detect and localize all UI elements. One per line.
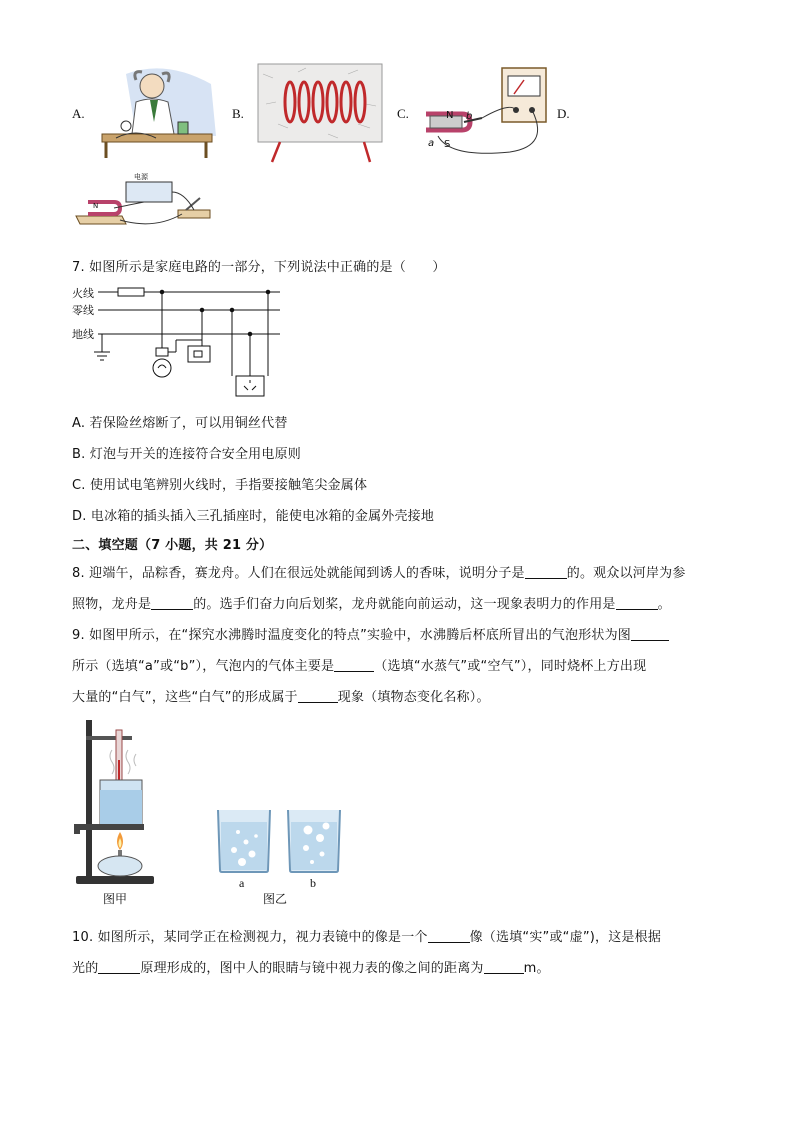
q9-text-2: 所示（选填“a”或“b”），气泡内的气体主要是 (72, 659, 335, 674)
q8-text-1: 8. 迎端午，品粽香，赛龙舟。人们在很远处就能闻到诱人的香味，说明分子是 (72, 566, 525, 581)
q10-text-4: 原理形成的，图中人的眼睛与镜中视力表的像之间的距离为 (140, 961, 484, 976)
q9-text-3: （选填“水蒸气”或“空气”），同时烧杯上方出现 (374, 659, 647, 674)
wire-ground-label: 地线 (72, 328, 94, 341)
wire-neutral-label: 零线 (72, 304, 94, 317)
option-a-label: A. (72, 106, 85, 121)
q8-text-5: 。 (657, 597, 671, 612)
q8-text-2: 的。观众以河岸为参 (566, 566, 686, 581)
fig-jia-caption: 图甲 (103, 892, 128, 906)
section-title: 二、填空题（7 小题，共 21 分） (72, 538, 273, 553)
q9-line-2 (72, 655, 646, 674)
q9-blank-3[interactable] (298, 690, 338, 703)
option-b-figure (258, 64, 384, 164)
option-c-figure (420, 66, 550, 160)
option-a-figure (96, 64, 220, 160)
q8-blank-3[interactable] (616, 597, 658, 610)
q10-blank-2[interactable] (98, 961, 140, 974)
q10-text-3: 光的 (72, 961, 99, 976)
fig-yi-caption: 图乙 (263, 892, 288, 906)
fig-d-source: 电源 (134, 173, 148, 181)
q9-blank-1[interactable] (631, 628, 669, 641)
option-b-label: B. (232, 106, 244, 121)
bubble-beaker-b (286, 808, 342, 874)
beaker-b-label: b (310, 876, 316, 890)
q7-option-a: A. 若保险丝熔断了，可以用铜丝代替 (72, 416, 288, 431)
fig-c-a: a (428, 138, 435, 149)
q7-stem: 7. 如图所示是家庭电路的一部分，下列说法中正确的是（ ） (72, 260, 446, 275)
q7-option-c: C. 使用试电笔辨别火线时，手指要接触笔尖金属体 (72, 478, 368, 493)
q9-text-1: 9. 如图甲所示，在“探究水沸腾时温度变化的特点”实验中，水沸腾后杯底所冒出的气泡形状为图 (72, 628, 632, 643)
fig-c-n: N (446, 110, 454, 121)
beaker-a-label: a (239, 876, 245, 890)
q9-text-5: 现象（填物态变化名称）。 (337, 690, 490, 705)
q9-line-1 (72, 624, 669, 643)
q10-blank-1[interactable] (428, 930, 470, 943)
fig-c-b: b (466, 111, 473, 122)
q8-line-1 (72, 562, 686, 581)
q8-line-2 (72, 593, 671, 612)
wire-live-label: 火线 (72, 287, 94, 300)
q8-blank-1[interactable] (525, 566, 567, 579)
q10-text-2: 像（选填“实”或“虚”)，这是根据 (469, 930, 662, 945)
bubble-beaker-a (216, 808, 272, 874)
q8-text-3: 照物，龙舟是 (72, 597, 152, 612)
fig-c-s: S (444, 139, 451, 150)
boiling-apparatus-figure (72, 720, 162, 890)
option-d-label: D. (557, 106, 570, 121)
q9-line-3 (72, 686, 490, 705)
q10-blank-3[interactable] (484, 961, 524, 974)
q10-text-1: 10. 如图所示，某同学正在检测视力，视力表镜中的像是一个 (72, 930, 428, 945)
q8-text-4: 的。选手们奋力向后划桨，龙舟就能向前运动，这一现象表明力的作用是 (193, 597, 616, 612)
fig-d-n: N (93, 202, 99, 210)
q7-option-d: D. 电冰箱的插头插入三孔插座时，能使电冰箱的金属外壳接地 (72, 509, 435, 524)
option-c-label: C. (397, 106, 409, 121)
q10-text-5: m。 (523, 961, 550, 976)
q7-option-b: B. 灯泡与开关的连接符合安全用电原则 (72, 447, 301, 462)
q9-text-4: 大量的“白气”，这些“白气”的形成属于 (72, 690, 298, 705)
q10-line-1 (72, 926, 661, 945)
q9-blank-2[interactable] (334, 659, 374, 672)
household-circuit-diagram (98, 284, 284, 400)
q8-blank-2[interactable] (151, 597, 193, 610)
q10-line-2 (72, 957, 550, 976)
